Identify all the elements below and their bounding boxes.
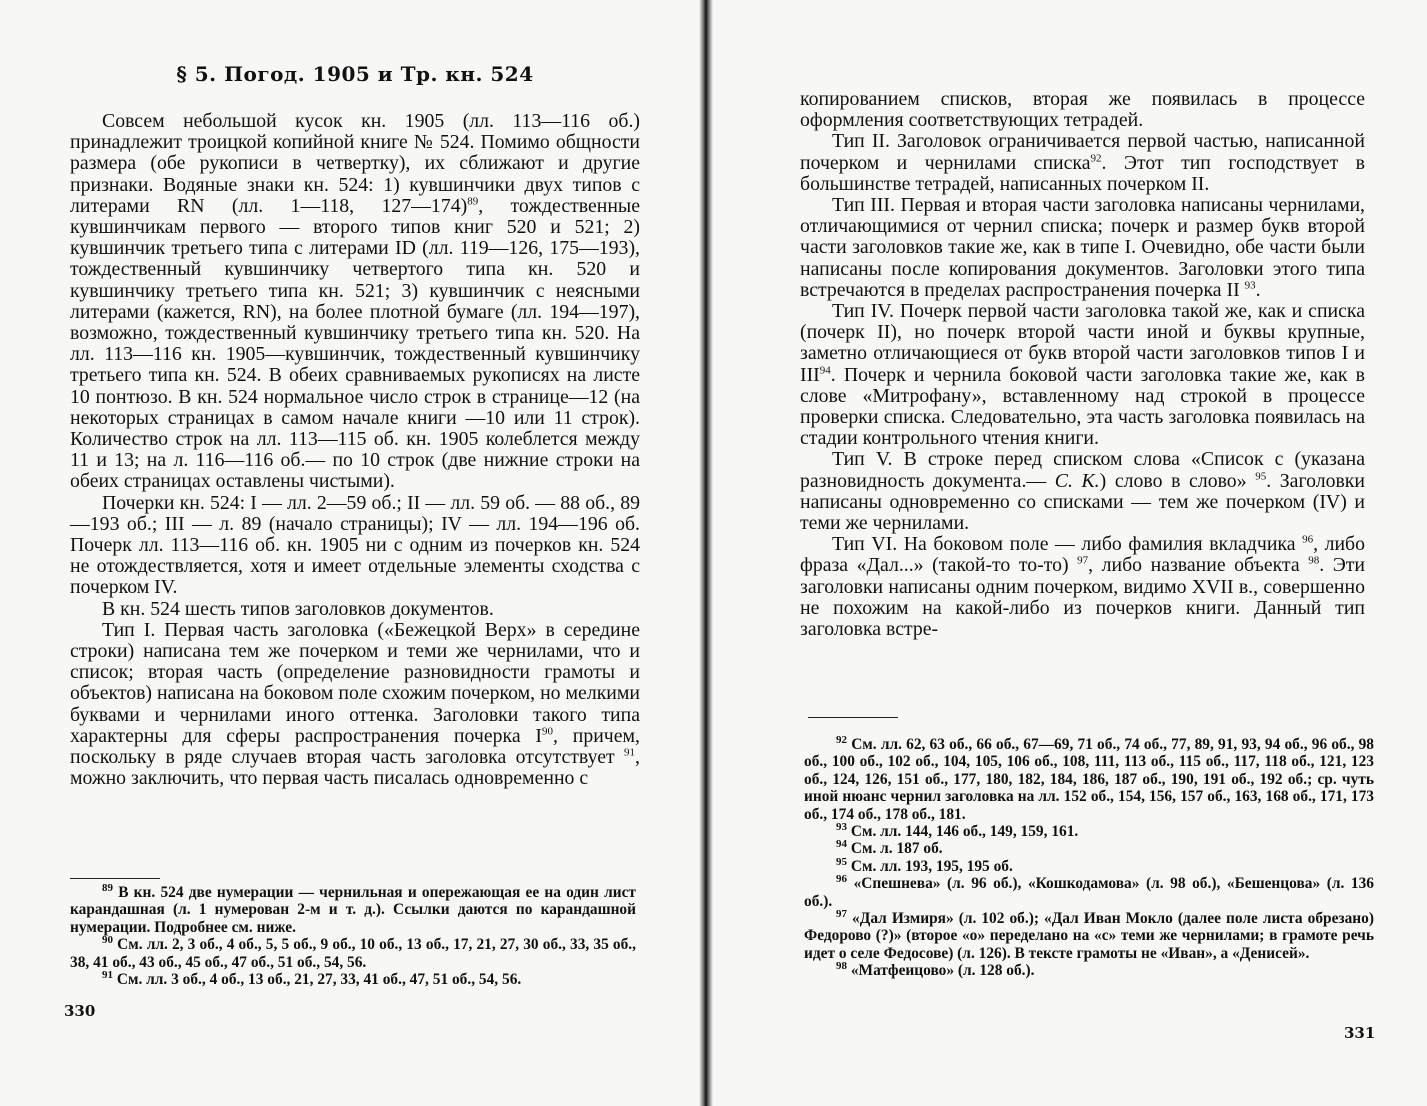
footnote [804, 840, 1374, 857]
footnote-ref: 89 [467, 195, 479, 208]
text-run: Совсем небольшой кусок кн. 1905 (лл. 113—116 об.) принадлежит троицкой копийной книге № 524. Помимо общности размера (обе рукописи в четвертку), их сближают и другие признаки. Водяные знаки кн. 524: 1) кувшинчики двух типов с литерами RN (лл. 1—118, 127—174) [70, 110, 640, 217]
text-run: Тип VI. На боковом поле — либо фамилия вкладчика [832, 533, 1303, 556]
text-run: , тождественные кувшинчикам первого — второго типов книг 520 и 521; 2) кувшинчик третьего типа с литерами ID (лл. 119—126, 175—193), тождественный кувшинчику четвертого типа кн. 520 и кувшинчику третьего типа кн. 521; 3) кувшинчик с неясными литерами (кажется, RN), на более плотной бумаге (лл. 194—197), возможно, тождественный кувшинчику третьего типа кн. 520. На лл. 113—116 кн. 1905—кувшинчик, тождественный кувшинчику третьего типа кн. 524. В обеих сравниваемых рукописях на листе 10 понтюзо. В кн. 524 нормальное число строк в странице—12 (на некоторых страницах в самом начале книги —10 или 11 строк). Количество строк на лл. 113—115 об. кн. 1905 колеблется между 11 и 13; на л. 116—116 об.— по 10 строк (две нижние строки на обеих страницах оставлены чистыми). [70, 194, 640, 493]
footnote [70, 881, 636, 936]
footnote [804, 907, 1374, 962]
footnote [804, 733, 1374, 823]
text-run: Тип III. Первая и вторая части заголовка написаны чернилами, отличающимися от чернил списка; почерк и размер букв второй части заголовков такие же, как в типе I. Очевидно, обе части были написаны после копирования документов. Заголовки этого типа встречаются в пределах распространения почерка II [800, 194, 1365, 301]
text-run: В кн. 524 две нумерации — чернильная и опережающая ее на один лист карандашная (л. 1 нумерован 2-м и т. д.). Ссылки даются по карандашной нумерации. Подробнее см. ниже. [70, 884, 636, 936]
text-run: Почерки кн. 524: I — лл. 2—59 об.; II — лл. 59 об. — 88 об., 89—193 об.; III — л. 89 (начало страницы); IV — лл. 194—196 об. Почерк лл. 113—116 об. кн. 1905 ни с одним из почерков кн. 524 не отождествляется, хотя и имеет отдельные элементы сходства с почерком IV. [70, 491, 640, 599]
paragraph [800, 449, 1365, 534]
footnote [70, 968, 636, 989]
footnote-ref: 98 [1308, 554, 1320, 567]
footnote [804, 962, 1374, 979]
footnote-ref: 90 [102, 934, 113, 947]
footnote [70, 936, 636, 971]
footnote [804, 855, 1374, 875]
left-page [0, 0, 700, 1106]
right-main-text [800, 89, 1365, 640]
page-number-left: 330 [64, 1002, 96, 1020]
text-run: . Заголовки написаны одновременно со списками — тем же почерком (IV) и теми же чернилами. [800, 469, 1366, 535]
text-run: Тип I. Первая часть заголовка («Бежецкой Верх» в середине строки) написана тем же почерком и теми же чернилами, что и список; вторая часть (определение разновидности грамоты и объектов) написана на боковом поле схожим почерком, но мелкими буквами и чернилами иного оттенка. Заголовки такого типа характерны для сферы распространения почерка I [70, 618, 640, 747]
footnote-ref: 92 [836, 733, 847, 746]
text-run: См. л. 187 об. [847, 840, 943, 858]
text-run: Тип II. Заголовок ограничивается первой частью, написанной почерком и чернилами списка [800, 130, 1365, 174]
text-run: Тип IV. Почерк первой части заголовка такой же, как и списка (почерк II), но почерк второй части иной и буквы крупные, заметно отличающиеся от букв второй части заголовков типов I и III [800, 300, 1365, 386]
paragraph [800, 131, 1365, 195]
text-run: «Спешнева» (л. 96 об.), «Кошкодамова» (л. 98 об.), «Бешенцова» (л. 136 об.). [804, 875, 1374, 910]
paragraph [70, 493, 640, 599]
footnote-ref: 98 [836, 960, 847, 973]
text-run: копированием списков, вторая же появилась в процессе оформления соответствующих тетрадей. [800, 88, 1365, 132]
footnote-ref: 93 [836, 820, 847, 833]
text-run: См. лл. 193, 195, 195 об. [847, 857, 1013, 875]
paragraph [70, 111, 640, 493]
right-page [712, 0, 1427, 1106]
paragraph [800, 301, 1365, 449]
left-main-text [70, 111, 640, 790]
footnote-ref: 95 [1255, 470, 1267, 483]
footnote [804, 820, 1374, 841]
text-run: Тип V. В строке перед списком слова «Список с (указана разновидность документа.— [800, 448, 1365, 492]
footnote-divider [808, 717, 898, 718]
section-heading: § 5. Погод. 1905 и Тр. кн. 524 [176, 62, 534, 86]
text-run: , можно заключить, что первая часть писалась одновременно с [70, 746, 640, 790]
text-run: См. лл. 62, 63 об., 66 об., 67—69, 71 об., 74 об., 77, 89, 91, 93, 94 об., 96 об., 98 об., 100 об., 102 об., 104, 105, 106 об., 108, 111, 113 об., 115 об., 117, 118 об., 121, 123 об., 124, 126, 151 об., 177, 180, 182, 184, 186, 187 об., 190, 191 об., 192 об.; ср. чуть иной нюанс чернил заголовка на лл. 152 об., 154, 156, 157 об., 163, 168 об., 171, 173 об., 174 об., 178 об., 181. [804, 736, 1374, 823]
text-run: См. лл. 2, 3 об., 4 об., 5, 5 об., 9 об., 10 об., 13 об., 17, 21, 27, 30 об., 33, 35 об., 38, 41 об., 43 об., 45 об., 47 об., 51 об., 54, 56. [70, 936, 636, 971]
text-run: См. лл. 144, 146 об., 149, 159, 161. [847, 823, 1079, 841]
footnote-ref: 93 [1244, 279, 1256, 292]
paragraph [70, 599, 640, 620]
text-run: . Почерк и чернила боковой части заголовка такие же, как в слове «Митрофану», вставленному над строкой в процессе проверки списка. Следовательно, эта часть заголовка появилась на стадии контрольного чтения книги. [800, 363, 1365, 450]
paragraph [800, 89, 1365, 131]
text-run: . Эти заголовки написаны одним почерком, видимо XVII в., совершенно не похожим на какой-либо из почерков книги. Данный тип заголовка встре- [800, 554, 1365, 641]
text-run: . Этот тип господствует в большинстве тетрадей, написанных почерком II. [800, 151, 1366, 195]
text-run: , причем, поскольку в ряде случаев вторая часть заголовка отсутствует [70, 724, 640, 769]
text-run: , либо фраза «Дал...» (такой-то то-то) [800, 533, 1365, 577]
paragraph [70, 620, 640, 790]
right-footnotes [804, 733, 1374, 980]
page-number-right: 331 [1344, 1024, 1376, 1042]
text-run: В кн. 524 шесть типов заголовков документов. [102, 597, 494, 620]
footnote [804, 875, 1374, 910]
footnote-ref: 91 [102, 968, 113, 981]
footnote-ref: 94 [819, 364, 831, 377]
footnote-ref: 89 [102, 881, 113, 894]
footnote-ref: 95 [836, 855, 847, 868]
book-gutter [699, 0, 713, 1106]
footnote-ref: 97 [1077, 554, 1089, 567]
footnote-ref: 90 [542, 725, 553, 738]
footnote-ref: 92 [1090, 152, 1102, 165]
footnote-ref: 94 [836, 838, 847, 851]
left-footnotes [70, 881, 636, 989]
paragraph [800, 534, 1365, 640]
text-run: «Матфеицово» (л. 128 об.). [847, 962, 1035, 980]
footnote-ref: 96 [836, 873, 847, 886]
text-run: См. лл. 3 об., 4 об., 13 об., 21, 27, 33, 41 об., 47, 51 об., 54, 56. [113, 971, 522, 989]
text-run: «Дал Измиря» (л. 102 об.); «Дал Иван Мокло (далее поле листа обрезано) Федорово (?)» (второе «о» переделано на «с» теми же чернилами; в грамоте речь идет о селе Федосове) (л. 126). В тексте грамоты не «Иван», а «Денисей». [804, 910, 1374, 962]
paragraph [800, 195, 1365, 301]
footnote-divider [70, 878, 160, 879]
text-run: С. К. [1054, 469, 1100, 492]
footnote-ref: 96 [1302, 533, 1314, 546]
text-run: . [1255, 278, 1261, 301]
footnote-ref: 91 [624, 746, 636, 759]
text-run: ) слово в слово» [1099, 469, 1256, 492]
text-run: , либо название объекта [1088, 554, 1309, 577]
footnote-ref: 97 [836, 907, 847, 920]
